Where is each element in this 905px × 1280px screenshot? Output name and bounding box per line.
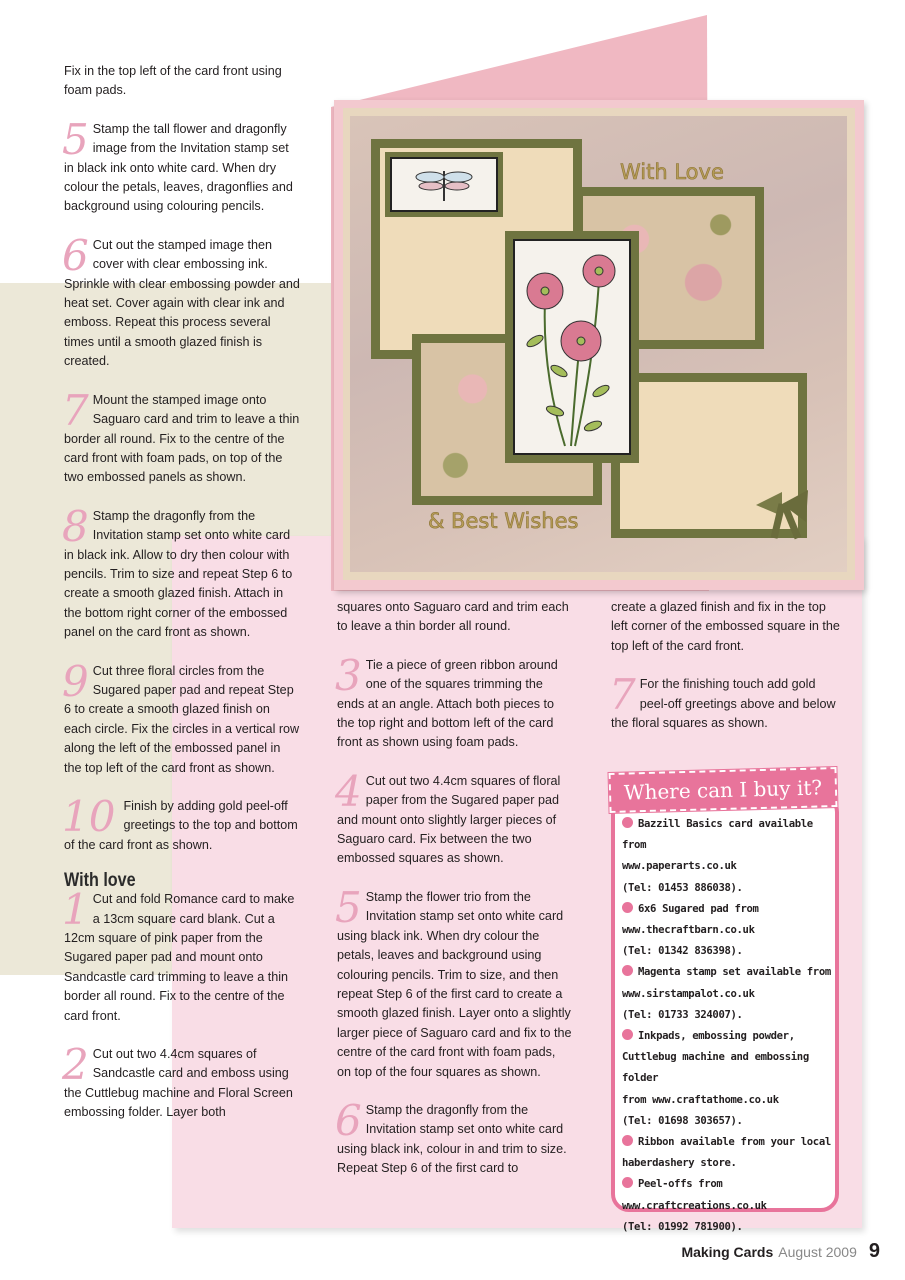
supplier-url: www.paperarts.co.uk (622, 860, 737, 873)
supplier-item: Bazzill Basics card available from www.paperarts.co.uk (Tel: 01453 886038). (622, 814, 836, 899)
flower-trio-stamp (505, 231, 639, 463)
step-text: Cut three floral circles from the Sugared paper pad and repeat Step 6 to create a smooth glazed finish on each circle. Fix the circles in a vertical row along the left of the embossed panel in the top left of the card front as shown. (64, 663, 300, 775)
card1-step-5 (62, 114, 300, 217)
dragonfly-icon (404, 165, 484, 205)
issue-date: August 2009 (778, 1244, 857, 1260)
step-number: 7 (609, 670, 636, 720)
card1-step-10 (62, 792, 300, 855)
step-text: Stamp the flower trio from the Invitation stamp set onto white card using black ink. When dry colour the petals, leaves and background using colouring pencils. Trim to size, and then repeat Step 6 of the first card to create a smooth glazed finish. Layer onto a slightly larger piece of Saguaro card and fix to the centre of the card front with foam pads, on top of the four squares as shown. (337, 889, 572, 1079)
card2-step-1 (62, 885, 300, 1026)
card2-step-6 (335, 1095, 572, 1179)
step-text: Finish by adding gold peel-off greetings to the top and bottom of the card front as shown. (64, 799, 298, 852)
step-number: 4 (335, 766, 362, 816)
supplier-url: www.craftcreations.co.uk (622, 1199, 767, 1212)
step-text: Tie a piece of green ribbon around one of the squares trimming the ends at an angle. Attach both pieces to the top right and bottom left of the card front as shown using foam pads. (337, 657, 558, 750)
supplier-item: Peel-offs from www.craftcreations.co.uk (Tel: 01992 781900). (622, 1174, 836, 1238)
step-text: Cut and fold Romance card to make a 13cm square card blank. Cut a 12cm square of pink paper from the Sugared paper pad and mount onto Sandcastle card trimming to leave a thin border all round. Fix to the centre of the card front. (64, 892, 295, 1023)
supplier-phone: (Tel: 01342 836398). (622, 945, 743, 958)
bullet-icon (622, 965, 633, 976)
intro-paragraph: Fix in the top left of the card front using foam pads. (64, 64, 282, 98)
step-text: Stamp the tall flower and dragonfly image from the Invitation stamp set in black ink onto white card. When dry colour the petals, leaves, dragonflies and background using colouring pencils. (64, 121, 293, 214)
step-number: 6 (335, 1095, 362, 1145)
card2-step-2 (62, 1040, 300, 1123)
step-text: Cut out two 4.4cm squares of floral paper from the Sugared paper pad and mount onto slightly larger pieces of Saguaro card. Fix between the two embossed squares as shown. (337, 773, 561, 866)
card1-step-8 (62, 501, 300, 643)
section-title-with-love: With love (64, 870, 136, 892)
bullet-icon (622, 817, 633, 828)
magazine-name: Making Cards (681, 1244, 774, 1260)
step-number: 1 (62, 885, 89, 935)
supplier-phone: (Tel: 01453 886038). (622, 881, 743, 894)
step-number: 2 (62, 1040, 89, 1090)
text-column-3 (611, 598, 841, 752)
bullet-icon (622, 1177, 633, 1188)
text-column-1 (64, 62, 300, 1142)
text-column-2 (337, 598, 572, 1198)
supplier-url: www.sirstampalot.co.uk (622, 987, 755, 1000)
supplier-item: Inkpads, embossing powder, Cuttlebug machine and embossing folder from www.craftathome.co.uk (Tel: 01698 303657). (622, 1026, 836, 1132)
page-footer (681, 1240, 880, 1263)
supplier-item: Magenta stamp set available from www.sirstampalot.co.uk (Tel: 01733 324007). (622, 962, 836, 1026)
step-number: 10 (62, 792, 116, 841)
col3-lead-paragraph: create a glazed finish and fix in the top left corner of the embossed square in the top left of the card front. (611, 600, 840, 653)
step-text: Stamp the dragonfly from the Invitation stamp set onto white card using black ink, colour in and trim to size. Repeat Step 6 of the first card to (337, 1102, 567, 1176)
step-number: 6 (62, 230, 89, 280)
flower-trio-icon (515, 241, 629, 453)
card1-step-6 (62, 230, 300, 372)
step-number: 9 (62, 656, 89, 706)
step-number: 5 (335, 882, 362, 932)
greeting-with-love: With Love (620, 160, 724, 184)
card2-step-4 (335, 766, 572, 869)
supplier-list (622, 814, 836, 1238)
bullet-icon (622, 1135, 633, 1146)
step-number: 7 (62, 385, 89, 435)
supplier-url: www.thecraftbarn.co.uk (622, 924, 755, 937)
greeting-best-wishes: & Best Wishes (428, 509, 579, 533)
step-text: For the finishing touch add gold peel-off greetings above and below the floral squares as shown. (611, 677, 836, 731)
supplier-phone: (Tel: 01698 303657). (622, 1114, 743, 1127)
ribbon-bow (746, 470, 826, 540)
step-text: Mount the stamped image onto Saguaro card and trim to leave a thin border all round. Fix to the centre of the card front with foam pads, on top of the two embossed panels as shown. (64, 392, 300, 485)
step-number: 8 (62, 501, 89, 551)
card2-step-7 (609, 670, 841, 733)
card1-step-9 (62, 656, 300, 778)
page-number: 9 (868, 1240, 880, 1262)
step-text: Cut out two 4.4cm squares of Sandcastle card and emboss using the Cuttlebug machine and Floral Screen embossing folder. Layer both (64, 1047, 293, 1120)
dragonfly-stamp-card1 (385, 152, 503, 217)
where-to-buy-title: Where can I buy it? (623, 775, 823, 805)
supplier-item: Ribbon available from your local haberdashery store. (622, 1136, 831, 1170)
card1-step-7 (62, 385, 300, 488)
bullet-icon (622, 1029, 633, 1040)
step-text: Cut out the stamped image then cover with clear embossing ink. Sprinkle with clear embossing powder and heat set. Cover again with clear ink and emboss. Repeat this process several times until a smooth glazed finish is created. (64, 237, 300, 369)
where-to-buy-header (609, 767, 838, 813)
step-text: Stamp the dragonfly from the Invitation stamp set onto white card in black ink. Allow to dry then colour with pencils. Trim to size and repeat Step 6 to create a smooth glazed finish. Attach in the bottom right corner of the embossed panel on the card front as shown. (64, 508, 293, 640)
step-number: 5 (62, 114, 89, 164)
col2-lead-paragraph: squares onto Saguaro card and trim each to leave a thin border all round. (337, 600, 569, 634)
step-number: 3 (335, 650, 362, 700)
supplier-phone: (Tel: 01992 781900). (622, 1220, 743, 1233)
card2-step-3 (335, 650, 572, 753)
supplier-url: from www.craftathome.co.uk (622, 1093, 779, 1106)
supplier-item: 6x6 Sugared pad from www.thecraftbarn.co.uk (Tel: 01342 836398). (622, 899, 836, 963)
supplier-phone: (Tel: 01733 324007). (622, 1008, 743, 1021)
card2-step-5 (335, 882, 572, 1082)
bullet-icon (622, 902, 633, 913)
